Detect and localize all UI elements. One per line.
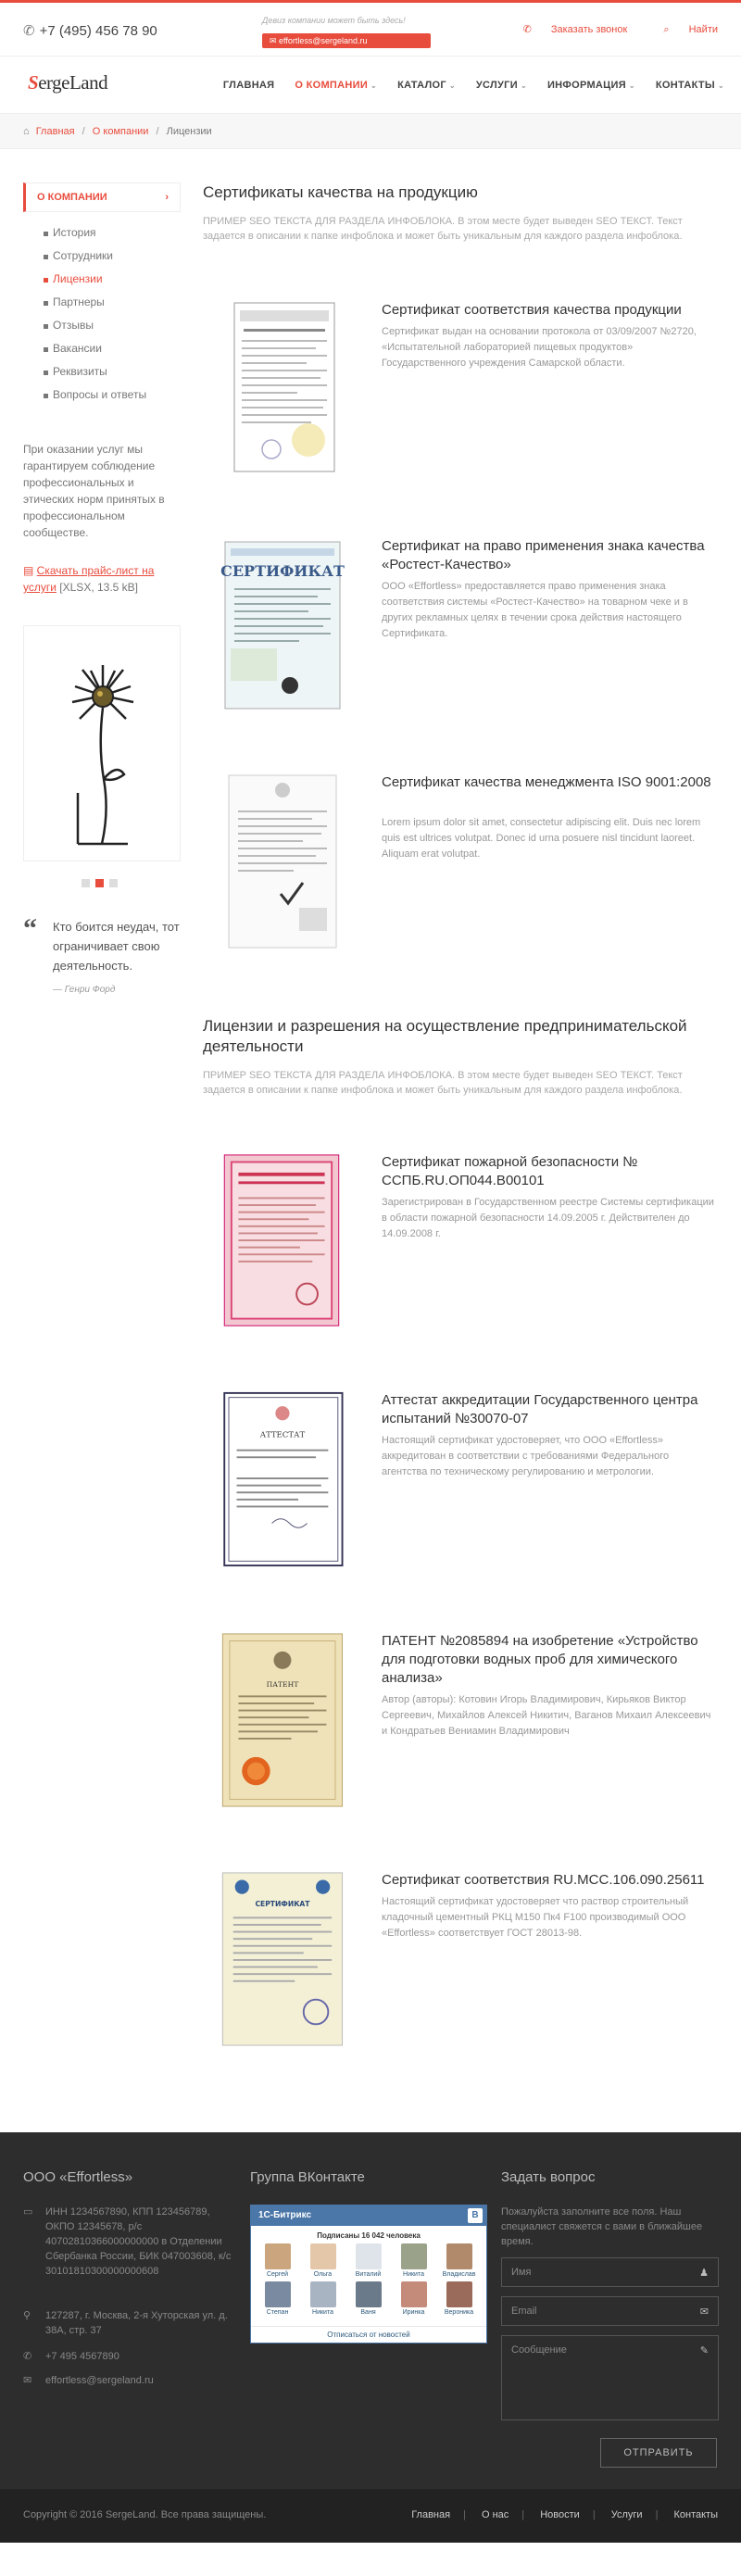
license-item[interactable] — [203, 1632, 717, 1817]
phone-icon: ✆ — [23, 23, 35, 39]
certificate-item[interactable] — [203, 537, 717, 723]
sidebar-item-staff[interactable]: Сотрудники — [42, 249, 146, 272]
avatar — [265, 2243, 291, 2269]
header-phone[interactable] — [23, 22, 157, 39]
avatar — [401, 2281, 427, 2307]
vk-users-grid — [251, 2240, 486, 2319]
certificate-thumbnail[interactable] — [216, 301, 347, 477]
item-description: Зарегистрирован в Государственном реестре Системы сертификации в области пожарной безопасности 14.09.2005 г. Действителен до 14.09.2008 г. — [382, 1197, 714, 1239]
vk-user[interactable] — [391, 2281, 436, 2316]
avatar — [265, 2281, 291, 2307]
name-placeholder: Имя — [511, 2267, 532, 2278]
sidebar-text: При оказании услуг мы гарантируем соблюдение профессиональных и этических норм принятых в профессиональном сообществе. — [23, 443, 165, 539]
search-link[interactable] — [647, 24, 718, 35]
vk-user[interactable] — [436, 2243, 482, 2278]
location-icon: ⚲ — [23, 2310, 31, 2321]
svg-text:СЕРТИФИКАТ: СЕРТИФИКАТ — [220, 562, 345, 580]
file-icon: ▤ — [23, 564, 37, 577]
phone-icon: ✆ — [23, 2351, 32, 2362]
item-description: ООО «Effortless» предоставляется право применения знака соответствия системы «Ростест-Качество» на товарном чеке и в других рекламных целях в течении срока действия настоящего Сертификата. — [382, 581, 688, 639]
home-icon[interactable]: ⌂ — [23, 126, 30, 137]
vk-widget-header[interactable] — [251, 2205, 486, 2226]
send-button[interactable]: ОТПРАВИТЬ — [600, 2438, 717, 2468]
svg-text:ПАТЕНТ: ПАТЕНТ — [266, 1679, 299, 1689]
item-title[interactable]: ПАТЕНТ №2085894 на изобретение «Устройство для подготовки водных проб для химического анализа» — [382, 1633, 698, 1686]
item-title[interactable]: Аттестат аккредитации Государственного центра испытаний №30070-07 — [382, 1392, 698, 1426]
svg-text:СЕРТИФИКАТ: СЕРТИФИКАТ — [255, 1900, 310, 1908]
message-placeholder: Сообщение — [511, 2344, 567, 2356]
link-separator: | — [592, 2509, 596, 2520]
user-icon: ♟ — [699, 2268, 709, 2279]
vk-user[interactable] — [300, 2243, 345, 2278]
avatar — [310, 2243, 336, 2269]
nav-contacts-label: КОНТАКТЫ — [655, 80, 715, 91]
avatar — [446, 2243, 472, 2269]
item-title[interactable]: Сертификат пожарной безопасности № ССПБ.RU.ОП044.В00101 — [382, 1154, 638, 1188]
search-icon: ⌕ — [663, 24, 670, 35]
footer-email-text: effortless@sergeland.ru — [45, 2375, 154, 2386]
sidebar-item-faq[interactable]: Вопросы и ответы — [42, 388, 146, 411]
bottom-bar — [0, 2489, 741, 2543]
link-separator: | — [521, 2509, 525, 2520]
callback-link[interactable]: ✆ Заказать звонок — [522, 24, 628, 35]
license-thumbnail[interactable] — [216, 1391, 347, 1567]
avatar — [446, 2281, 472, 2307]
breadcrumb-home[interactable]: Главная — [35, 126, 75, 137]
bottom-links — [398, 2509, 718, 2520]
header-email-button[interactable] — [262, 33, 431, 48]
sidebar-item-vacancies[interactable]: Вакансии — [42, 342, 146, 365]
chevron-right-icon: › — [165, 192, 169, 203]
vk-user[interactable] — [300, 2281, 345, 2316]
email-field[interactable] — [501, 2296, 719, 2326]
price-list-link[interactable] — [23, 562, 181, 596]
pager-dot[interactable] — [109, 879, 118, 887]
quote-text: Кто боится неудач, тот ограничивает свою деятельность. — [53, 920, 180, 973]
section-description: ПРИМЕР SEO ТЕКСТА ДЛЯ РАЗДЕЛА ИНФОБЛОКА. В этом месте будет выведен SEO ТЕКСТ. Текст задается в описании к папке инфоблока и может быть уникальным для каждого раздела инфоблока. — [203, 216, 683, 242]
flower-sculpture-image — [24, 626, 182, 862]
section-licenses — [203, 1016, 717, 1098]
name-field[interactable] — [501, 2257, 719, 2287]
callback-label: Заказать звонок — [550, 24, 628, 35]
item-title[interactable]: Сертификат качества менеджмента ISO 9001:2008 — [382, 774, 711, 790]
copyright: Copyright © 2016 SergeLand. Все права защищены. — [23, 2509, 267, 2520]
license-item[interactable] — [203, 1153, 717, 1338]
breadcrumb-parent[interactable]: О компании — [92, 126, 149, 137]
section-title: Лицензии и разрешения на осуществление предпринимательской деятельности — [203, 1017, 687, 1055]
sidebar-item-requisites[interactable]: Реквизиты — [42, 365, 146, 388]
vk-user-name: Иринка — [402, 2309, 425, 2316]
breadcrumb-separator: / — [156, 126, 159, 137]
vk-user[interactable] — [436, 2281, 482, 2316]
item-title[interactable]: Сертификат на право применения знака качества «Ростест-Качество» — [382, 538, 705, 572]
nav-home[interactable]: ГЛАВНАЯ — [222, 80, 275, 91]
avatar — [310, 2281, 336, 2307]
vk-widget — [250, 2205, 487, 2344]
license-thumbnail[interactable] — [216, 1153, 347, 1329]
chevron-down-icon: ⌄ — [520, 82, 527, 90]
license-item[interactable] — [203, 1871, 717, 2056]
vk-user-name: Ваня — [360, 2309, 376, 2316]
vk-user[interactable] — [345, 2281, 391, 2316]
bottom-link-services[interactable]: Услуги — [610, 2509, 643, 2520]
svg-text:АТТЕСТАТ: АТТЕСТАТ — [259, 1430, 306, 1440]
vk-user-name: Вероника — [444, 2309, 474, 2316]
pencil-icon: ✎ — [699, 2345, 709, 2356]
link-separator: | — [463, 2509, 466, 2520]
bottom-link-news[interactable]: Новости — [540, 2509, 580, 2520]
nav-about-label: О КОМПАНИИ — [295, 80, 369, 91]
chevron-down-icon: ⌄ — [628, 82, 635, 90]
chevron-down-icon: ⌄ — [717, 82, 724, 90]
avatar — [401, 2243, 427, 2269]
company-motto: Девиз компании может быть здесь! — [262, 16, 406, 25]
email-placeholder: Email — [511, 2306, 537, 2317]
sidebar-heading-label: О КОМПАНИИ — [37, 192, 107, 203]
sidebar-item-reviews[interactable]: Отзывы — [42, 319, 146, 342]
footer-email[interactable] — [23, 2373, 236, 2388]
breadcrumb-bar — [0, 114, 741, 149]
footer — [0, 2132, 741, 2489]
search-label: Найти — [688, 24, 718, 35]
logo[interactable] — [28, 71, 107, 94]
requisites-text: ИНН 1234567890, КПП 123456789, ОКПО 12345678, р/с 40702810366000000000 в Отделении Сбербанка России, БИК 047003608, к/с 30101810300000000608 — [45, 2206, 232, 2277]
logo-accent: S — [28, 71, 39, 94]
main-nav — [203, 57, 724, 114]
avatar — [356, 2281, 382, 2307]
license-item[interactable] — [203, 1391, 717, 1577]
vk-user-name: Сергей — [266, 2271, 289, 2278]
vk-user[interactable] — [345, 2243, 391, 2278]
price-list-label: Скачать прайс-лист на услуги — [23, 564, 155, 594]
nav-about[interactable] — [295, 80, 377, 91]
item-description: Сертификат выдан на основании протокола от 03/09/2007 №2720, «Испытательной лабораторией пищевых продуктов» Государственного учреждения Самарской области. — [382, 326, 697, 369]
footer-phone-text: +7 495 4567890 — [45, 2351, 119, 2362]
section-title: Сертификаты качества на продукцию — [203, 183, 478, 201]
nav-info-label: ИНФОРМАЦИЯ — [546, 80, 626, 91]
sidebar-item-licenses[interactable]: Лицензии — [42, 272, 146, 295]
vk-user-name: Никита — [403, 2271, 424, 2278]
mail-icon: ✉ — [270, 36, 280, 45]
item-description: Настоящий сертификат удостоверяет что раствор строительный кладочный цементный РКЦ М150 Пк4 F100 производимый ООО «Effortless» соответствует ГОСТ 28013-98. — [382, 1896, 689, 1939]
top-links — [507, 23, 718, 36]
vk-logo-icon: B — [468, 2208, 483, 2223]
breadcrumb-current: Лицензии — [166, 126, 212, 137]
mail-icon: ✉ — [23, 2375, 32, 2386]
vk-user-name: Никита — [312, 2309, 333, 2316]
sidebar-item-history[interactable]: История — [42, 226, 146, 249]
main-header — [0, 57, 741, 114]
quote-icon: “ — [23, 913, 37, 944]
vk-user-name: Степан — [266, 2309, 289, 2316]
quote-author: — Генри Форд — [53, 985, 116, 995]
footer-requisites — [23, 2205, 236, 2279]
link-separator: | — [655, 2509, 659, 2520]
nav-services[interactable] — [476, 80, 527, 91]
chevron-down-icon: ⌄ — [448, 82, 456, 90]
item-description: Настоящий сертификат удостоверяет, что ООО «Effortless» аккредитован в соответствии с требованиями Федерального агентства по техническому регулированию и метрологии. — [382, 1435, 670, 1477]
vk-user[interactable] — [391, 2243, 436, 2278]
item-title[interactable]: Сертификат соответствия RU.МСС.106.090.25611 — [382, 1872, 705, 1888]
ask-intro: Пожалуйста заполните все поля. Наш специалист свяжется с вами в ближайшее время. — [501, 2206, 703, 2247]
vk-user-name: Виталий — [355, 2271, 382, 2278]
nav-catalog-label: КАТАЛОГ — [397, 80, 446, 91]
message-field[interactable] — [501, 2335, 719, 2420]
breadcrumb — [23, 126, 212, 137]
footer-phone[interactable] — [23, 2349, 236, 2364]
topbar — [0, 3, 741, 57]
item-title[interactable]: Сертификат соответствия качества продукции — [382, 302, 682, 318]
banner-pager — [82, 879, 118, 887]
nav-contacts[interactable] — [656, 80, 724, 91]
bottom-link-home[interactable]: Главная — [411, 2509, 451, 2520]
item-description: Автор (авторы): Котовин Игорь Владимирович, Кирьяков Виктор Сергеевич, Михайлов Алексей Никитич, Ваганов Михаил Алексеевич и Кондратьев Вениамин Владимирович — [382, 1694, 711, 1737]
bottom-link-about[interactable]: О нас — [481, 2509, 509, 2520]
price-list-size: [XLSX, 13.5 kB] — [59, 581, 139, 594]
vk-brand: 1С-Битрикс — [258, 2210, 312, 2220]
nav-services-label: УСЛУГИ — [475, 80, 518, 91]
sidebar-heading[interactable] — [23, 182, 181, 212]
item-description: Lorem ipsum dolor sit amet, consectetur adipiscing elit. Duis nec lorem quis est ultrices volutpat. Donec id urna posuere nisl tincidunt laoreet. Aliquam erat volutpat. — [382, 817, 701, 860]
footer-company-title: ООО «Effortless» — [23, 2169, 133, 2185]
sidebar-quote — [23, 913, 181, 995]
nav-catalog[interactable] — [397, 80, 456, 91]
address-text: 127287, г. Москва, 2-я Хуторская ул. д. 38А, стр. 37 — [45, 2310, 228, 2336]
bottom-link-contacts[interactable]: Контакты — [673, 2509, 718, 2520]
certificate-thumbnail[interactable] — [216, 773, 347, 949]
patent-thumbnail[interactable] — [216, 1632, 347, 1808]
footer-ask-title: Задать вопрос — [501, 2169, 596, 2185]
vk-user-name: Владислав — [442, 2271, 476, 2278]
vk-subscribers: Подписаны 16 042 человека — [317, 2231, 421, 2240]
section-description: ПРИМЕР SEO ТЕКСТА ДЛЯ РАЗДЕЛА ИНФОБЛОКА. В этом месте будет выведен SEO ТЕКСТ. Текст задается в описании к папке инфоблока и может быть уникальным для каждого раздела инфоблока. — [203, 1070, 683, 1096]
logo-text: ergeLand — [38, 71, 108, 94]
chevron-down-icon: ⌄ — [370, 82, 378, 90]
section-product-certificates — [203, 182, 717, 244]
sidebar-banner[interactable] — [23, 625, 181, 861]
certificate-thumbnail[interactable] — [216, 537, 347, 713]
camera-icon — [356, 2243, 382, 2269]
sidebar-menu — [42, 226, 146, 411]
vk-user[interactable] — [255, 2281, 300, 2316]
pager-dot-active[interactable] — [95, 879, 104, 887]
footer-address — [23, 2308, 236, 2338]
header-email: effortless@sergeland.ru — [279, 36, 368, 45]
vk-unsubscribe[interactable]: Отписаться от новостей — [251, 2326, 486, 2343]
pager-dot[interactable] — [82, 879, 90, 887]
certificate-item[interactable] — [203, 773, 717, 959]
certificate-item[interactable] — [203, 301, 717, 486]
card-icon: ▭ — [23, 2206, 33, 2218]
mail-icon: ✉ — [699, 2306, 709, 2318]
sidebar-item-partners[interactable]: Партнеры — [42, 295, 146, 319]
nav-info[interactable] — [547, 80, 635, 91]
phone-number: +7 (495) 456 78 90 — [39, 23, 157, 39]
footer-vk-title: Группа ВКонтакте — [250, 2169, 365, 2185]
vk-user[interactable] — [255, 2243, 300, 2278]
certificate-thumbnail[interactable] — [216, 1871, 347, 2047]
breadcrumb-separator: / — [82, 126, 85, 137]
vk-user-name: Ольга — [313, 2271, 333, 2278]
